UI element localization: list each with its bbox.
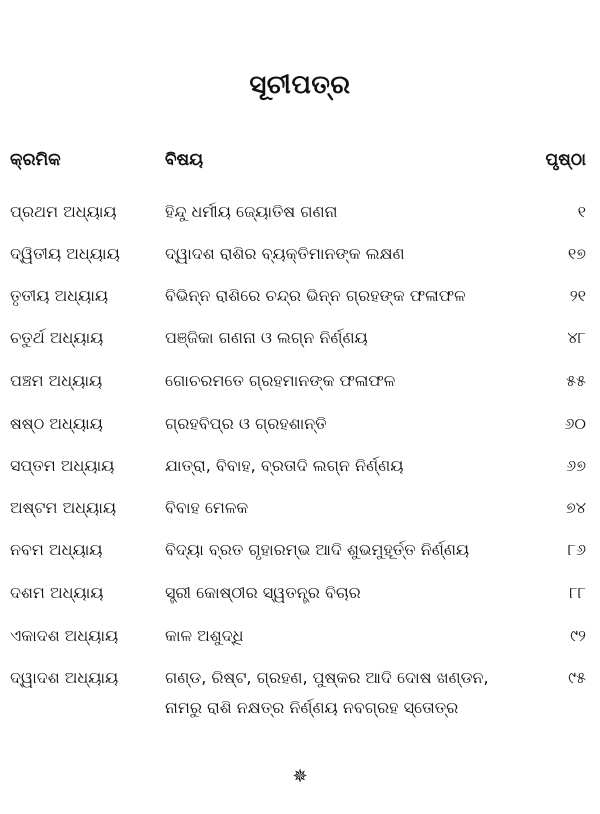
row-page: ୮୬ (567, 540, 586, 559)
row-subject: ଗ୍ରହବିପ୍ର ଓ ଗ୍ରହଶାନ୍ତି (165, 414, 327, 433)
row-chapter: ତୃତୀୟ ଅଧ୍ୟାୟ (10, 286, 109, 305)
row-subject: ସ୍ତ୍ରୀ କୋଷ୍ଠୀର ସ୍ୱତନ୍ତ୍ର ବିଚାର (165, 583, 361, 602)
row-page: ୧ (577, 202, 586, 221)
row-chapter: ପ୍ରଥମ ଅଧ୍ୟାୟ (10, 202, 117, 221)
row-subject: ଗୋଚରମତେ ଗ୍ରହମାନଙ୍କ ଫଳାଫଳ (165, 371, 396, 390)
row-page: ୪୮ (567, 328, 586, 347)
row-chapter: ଚତୁର୍ଥ ଅଧ୍ୟାୟ (10, 328, 104, 347)
row-chapter: ଅଷ୍ଟମ ଅଧ୍ୟାୟ (10, 498, 117, 517)
row-page: ୭୪ (565, 498, 586, 517)
row-chapter: ଦଶମ ଅଧ୍ୟାୟ (10, 583, 104, 602)
row-subject-line-1: ଗଣ୍ଡ, ରିଷ୍ଟ, ଗ୍ରହଣ, ପୁଷ୍କର ଆଦି ଦୋଷ ଖଣ୍ଡନ, (165, 668, 489, 687)
header-serial: କ୍ରମିକ (10, 150, 61, 170)
row-page: ୮୮ (569, 583, 586, 602)
header-subject: ବିଷୟ (165, 150, 204, 170)
row-page: ୯୫ (568, 668, 586, 687)
row-subject: ବିଭିନ୍ନ ରାଶିରେ ଚନ୍ଦ୍ର ଭିନ୍ନ ଗ୍ରହଙ୍କ ଫଳାଫଳ (165, 286, 466, 305)
row-page: ୬୭ (566, 456, 586, 475)
row-subject-line-2: ନାମରୁ ରାଶି ନକ୍ଷତ୍ର ନିର୍ଣ୍ଣୟ ନବଗ୍ରହ ସ୍ତୋତ୍ର (165, 698, 459, 717)
row-page: ୬୦ (564, 414, 586, 433)
row-chapter: ଦ୍ୱିତୀୟ ଅଧ୍ୟାୟ (10, 244, 120, 263)
row-chapter: ପଞ୍ଚମ ଅଧ୍ୟାୟ (10, 371, 103, 390)
row-subject: କାଳ ଅଶୁଦ୍ଧି (165, 626, 244, 645)
row-chapter: ଏକାଦଶ ଅଧ୍ୟାୟ (10, 626, 119, 645)
row-subject: ବିଦ୍ୟା ବ୍ରତ ଗୃହାରମ୍ଭ ଆଦି ଶୁଭମୁହୂର୍ତ୍ତ ନିର୍ଣ୍ଣୟ (165, 540, 470, 559)
row-subject: ପଞ୍ଜିକା ଗଣନା ଓ ଲଗ୍ନ ନିର୍ଣ୍ଣୟ (165, 328, 368, 347)
row-page: ୯୨ (570, 626, 586, 645)
row-chapter: ନବମ ଅଧ୍ୟାୟ (10, 540, 103, 559)
row-page: ୨୧ (569, 286, 586, 305)
row-subject: ହିନ୍ଦୁ ଧର୍ମୀୟ ଜ୍ୟୋତିଷ ଗଣନା (165, 202, 338, 221)
page-title: ସୂଚୀପତ୍ର (249, 70, 351, 100)
row-subject: ଦ୍ୱାଦଶ ରାଶିର ବ୍ୟକ୍ତିମାନଙ୍କ ଲକ୍ଷଣ (165, 244, 405, 263)
row-chapter: ଦ୍ୱାଦଶ ଅଧ୍ୟାୟ (10, 668, 119, 687)
row-chapter: ସପ୍ତମ ଅଧ୍ୟାୟ (10, 456, 115, 475)
row-subject-multiline (165, 667, 525, 719)
row-chapter: ଷଷ୍ଠ ଅଧ୍ୟାୟ (10, 414, 103, 433)
row-page: ୫୫ (566, 371, 586, 390)
row-page: ୧୭ (567, 244, 586, 263)
decorative-star-icon: ✵ (292, 766, 308, 787)
header-page: ପୃଷ୍ଠା (545, 150, 586, 170)
row-subject: ଯାତ୍ରା, ବିବାହ, ବ୍ରତାଦି ଲଗ୍ନ ନିର୍ଣ୍ଣୟ (165, 456, 404, 475)
row-subject: ବିବାହ ମେଳକ (165, 498, 249, 517)
